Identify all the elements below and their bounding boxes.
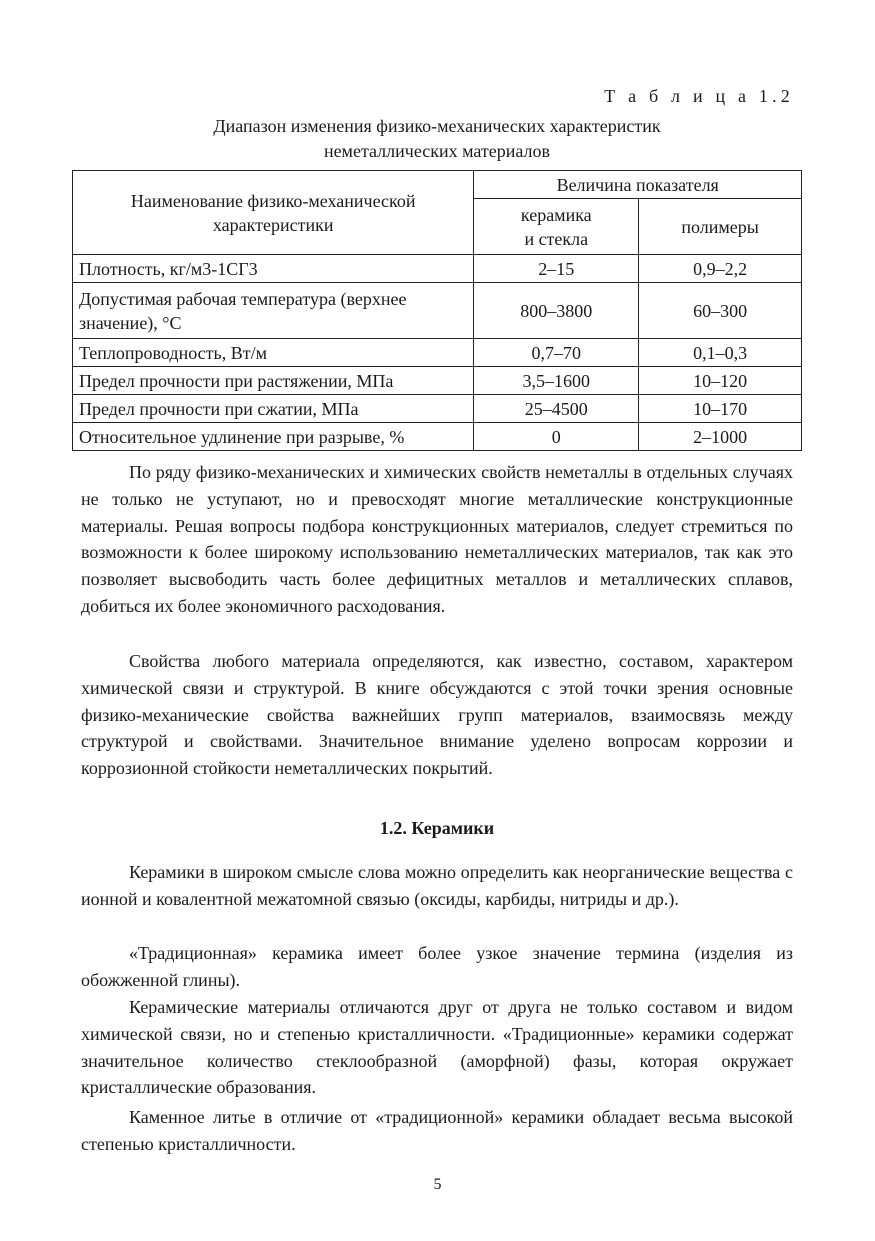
body-paragraph: По ряду физико-механических и химических свойств неметаллы в отдельных случаях не только не уступают, но и превосходят многие металлические конструкционные материалы. Решая вопросы подбора конструкционных материалов, следует стремиться по возможности к более широкому использованию неметаллических материалов, так как это позволяет высвободить часть более дефицитных металлов и металлических сплавов, добиться их более экономичного расходования. xyxy=(81,462,793,616)
row-ceramics-cell: 2–15 xyxy=(474,255,639,283)
table-row xyxy=(73,367,802,395)
row-ceramics-cell: 25–4500 xyxy=(474,395,639,423)
table-row xyxy=(73,283,802,339)
header-ceramics-cell xyxy=(474,199,639,255)
row-name-cell: Плотность, кг/м3-1СГ3 xyxy=(73,255,474,283)
header-ceramics-line2: и стекла xyxy=(524,228,589,249)
row-ceramics-cell: 3,5–1600 xyxy=(474,367,639,395)
table-row xyxy=(73,255,802,283)
row-ceramics-cell: 0 xyxy=(474,423,639,451)
table-row xyxy=(73,423,802,451)
row-name-cell: Предел прочности при сжатии, МПа xyxy=(73,395,474,423)
table-row xyxy=(73,395,802,423)
table-row xyxy=(73,339,802,367)
row-polymers-cell: 2–1000 xyxy=(639,423,802,451)
table-title-line2: неметаллических материалов xyxy=(323,141,551,161)
row-polymers-cell: 10–170 xyxy=(639,395,802,423)
header-ceramics-line1: керамика xyxy=(520,204,592,225)
row-polymers-cell: 60–300 xyxy=(639,283,802,339)
row-ceramics-cell: 800–3800 xyxy=(474,283,639,339)
body-paragraph: Керамические материалы отличаются друг от друга не только составом и видом химической связи, но и степенью кристалличности. «Традиционные» керамики содержат значительное количество стеклообразной (аморфной) фазы, которая окружает кристаллические образования. xyxy=(81,997,793,1098)
body-paragraph: Керамики в широком смысле слова можно определить как неорганические вещества с ионной и ковалентной межатомной связью (оксиды, карбиды, нитриды и др.). xyxy=(81,862,793,909)
header-value-cell: Величина показателя xyxy=(474,171,802,199)
section-heading: 1.2. Керамики xyxy=(379,818,495,838)
table-title xyxy=(72,114,802,164)
header-polymers-cell: полимеры xyxy=(639,199,802,255)
body-paragraph: Свойства любого материала определяются, как известно, составом, характером химической связи и структурой. В книге обсуждаются с этой точки зрения основные физико-механические свойства важнейших групп материалов, взаимосвязь между структурой и свойствами. Значительное внимание уделено вопросам коррозии и коррозионной стойкости неметаллических покрытий. xyxy=(81,651,793,779)
body-paragraph: «Традиционная» керамика имеет более узкое значение термина (изделия из обожженной глины). xyxy=(81,943,793,990)
page-number: 5 xyxy=(433,1176,442,1193)
row-name-cell: Предел прочности при растяжении, МПа xyxy=(73,367,474,395)
row-polymers-cell: 0,1–0,3 xyxy=(639,339,802,367)
row-polymers-cell: 10–120 xyxy=(639,367,802,395)
row-name-cell: Теплопроводность, Вт/м xyxy=(73,339,474,367)
table-label: Т а б л и ц а 1.2 xyxy=(604,86,794,106)
row-ceramics-cell: 0,7–70 xyxy=(474,339,639,367)
row-name-cell: Относительное удлинение при разрыве, % xyxy=(73,423,474,451)
body-paragraph: Каменное литье в отличие от «традиционной» керамики обладает весьма высокой степенью кристалличности. xyxy=(81,1107,793,1154)
properties-table xyxy=(72,170,802,451)
row-polymers-cell: 0,9–2,2 xyxy=(639,255,802,283)
table-title-line1: Диапазон изменения физико-механических характеристик xyxy=(213,116,661,136)
row-name-cell: Допустимая рабочая температура (верхнее значение), °С xyxy=(73,283,474,339)
header-name-cell: Наименование физико-механической характеристики xyxy=(73,171,474,255)
